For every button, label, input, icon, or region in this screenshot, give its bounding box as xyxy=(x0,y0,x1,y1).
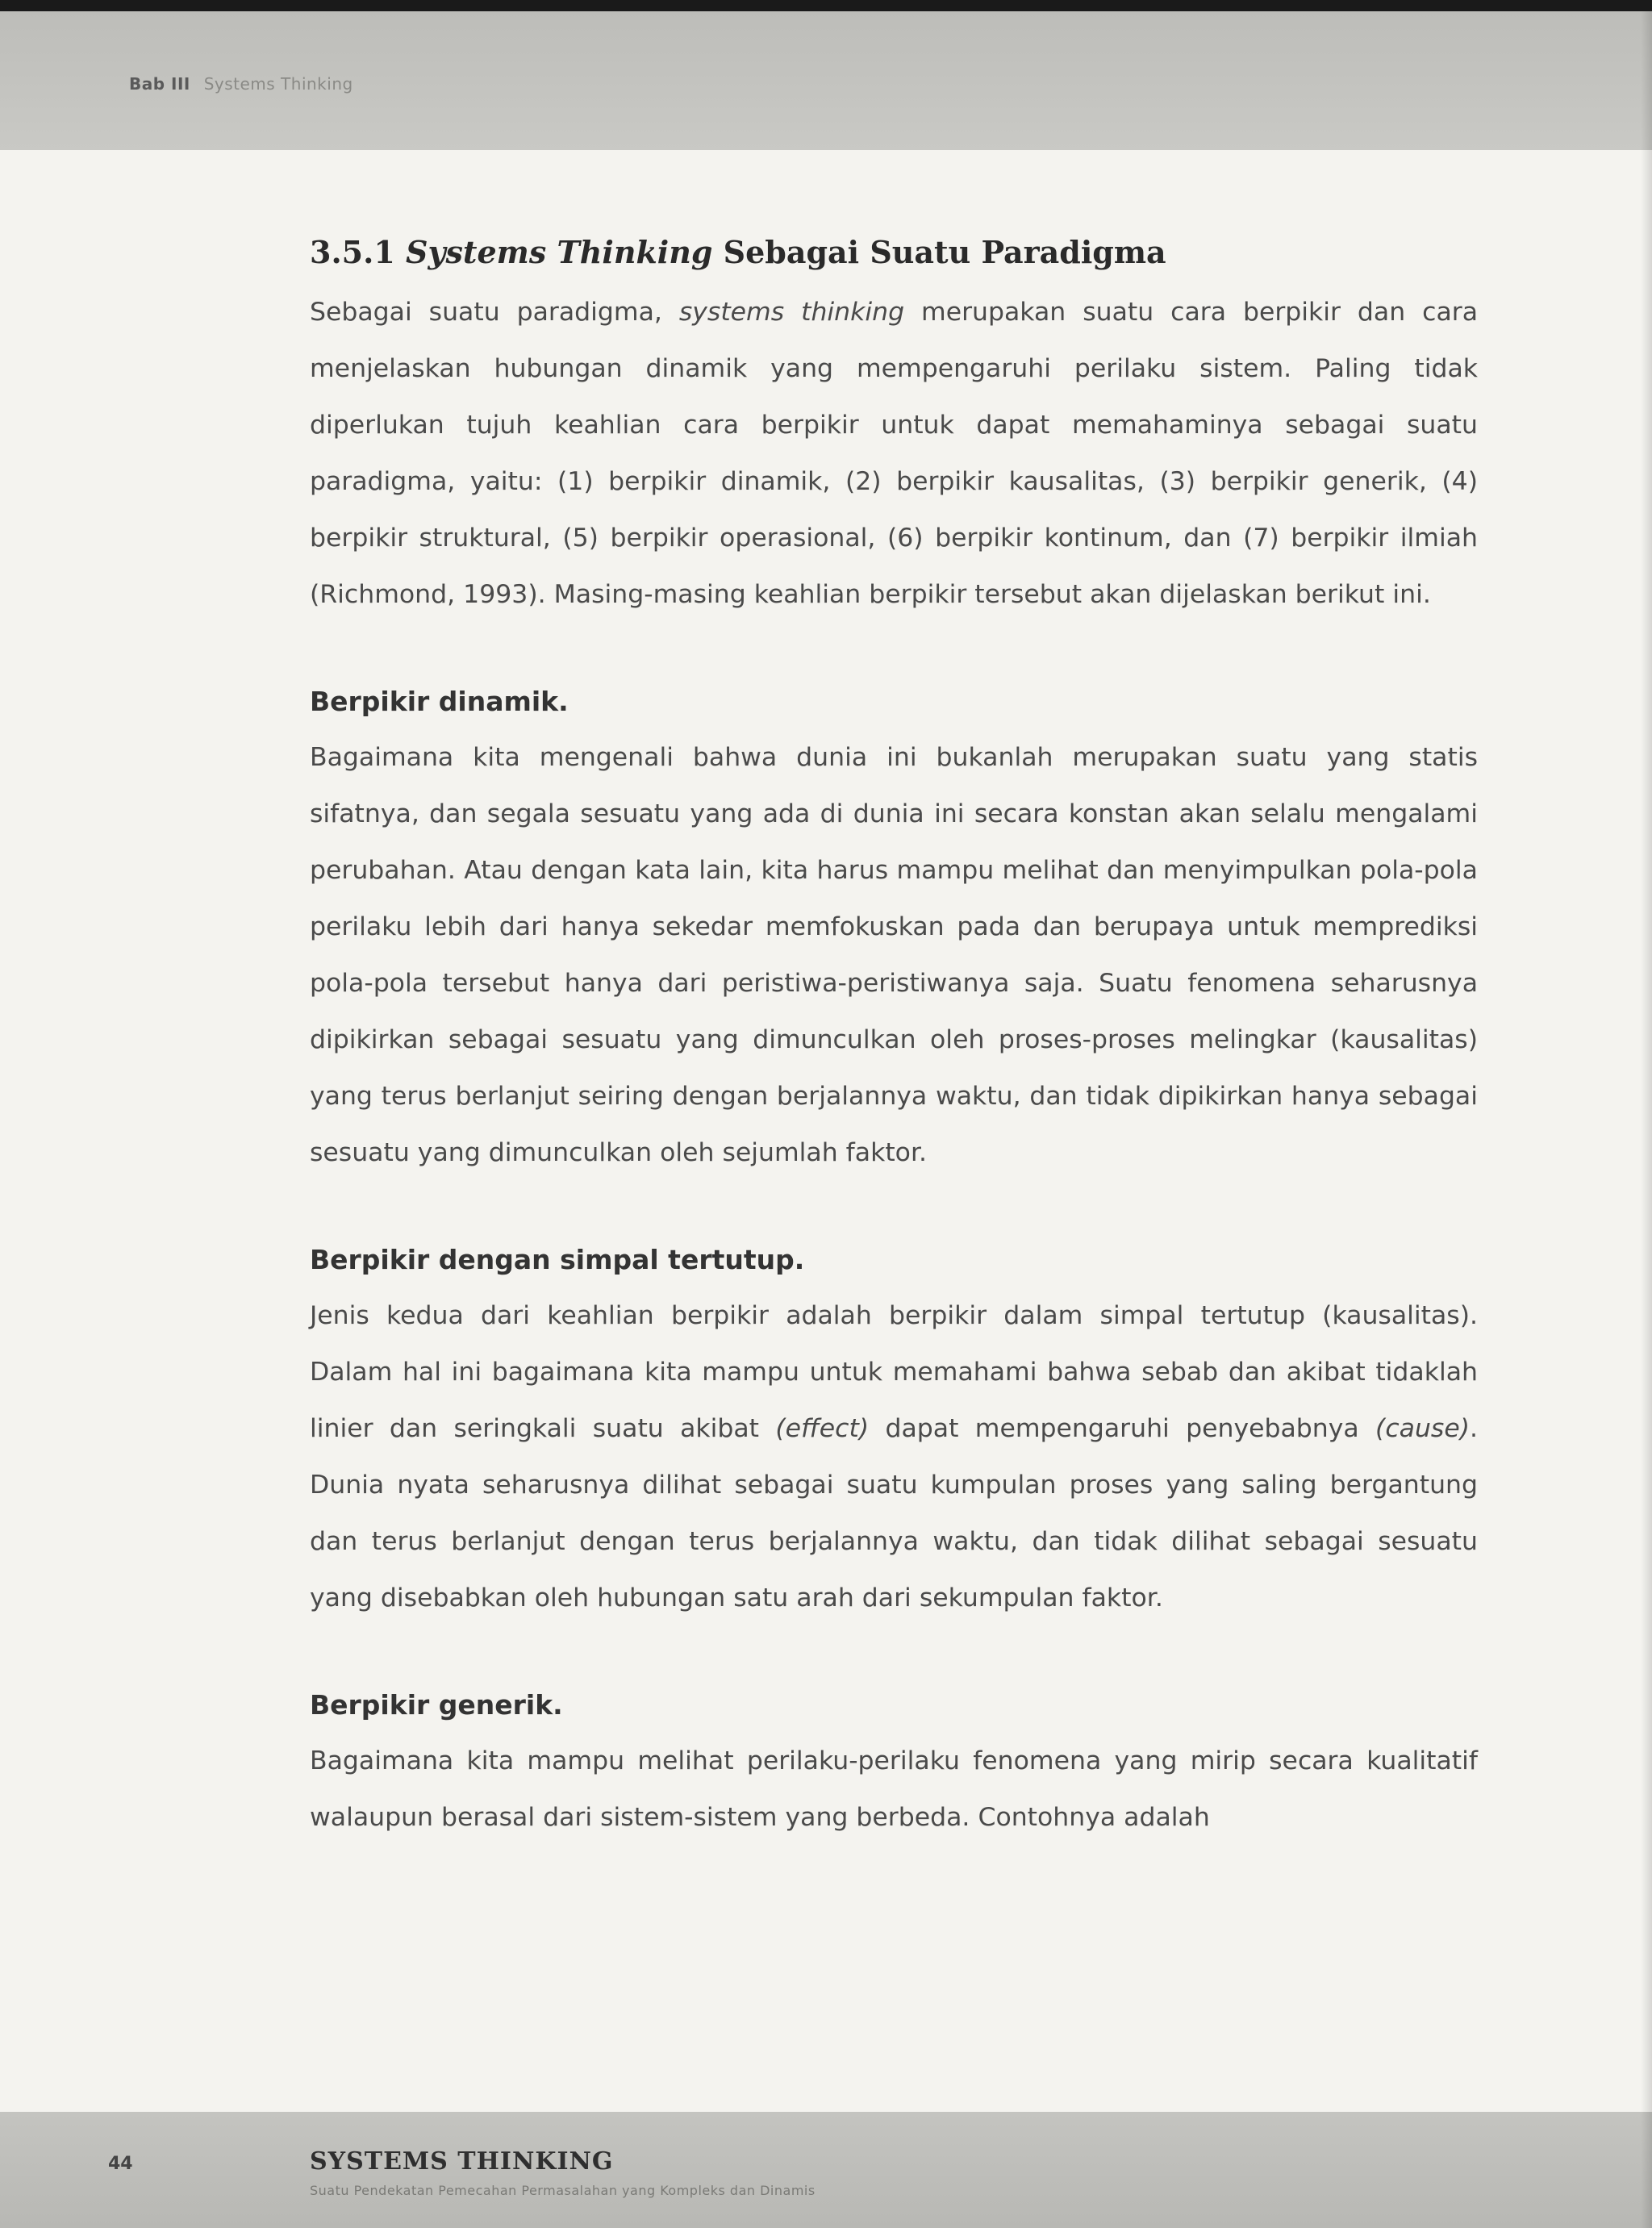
subheading-generic: Berpikir generik. xyxy=(310,1688,563,1721)
scan-edge-shadow xyxy=(1641,11,1652,2228)
closed-loop-text-3: . Dunia nyata seharusnya dilihat sebagai suatu kumpulan proses yang saling bergantung dan terus berlanjut dengan terus berjalannya waktu, dan tidak dilihat sebagai sesuatu yang disebabkan oleh hubungan satu arah dari sekumpulan faktor. xyxy=(310,1413,1479,1613)
section-title-italic: Systems Thinking xyxy=(406,234,713,270)
intro-paragraph xyxy=(310,284,1478,623)
section-title xyxy=(310,234,1478,271)
closed-loop-text-1: Jenis kedua dari keahlian berpikir adalah berpikir dalam simpal tertutup (kausalitas). Dalam hal ini bagaimana kita mampu untuk memahami bahwa sebab dan akibat tidaklah linier dan seringkali suatu akibat xyxy=(310,1300,1478,1443)
intro-emphasis: systems thinking xyxy=(678,297,905,327)
chapter-topic: Systems Thinking xyxy=(203,74,353,94)
section-number: 3.5.1 xyxy=(310,234,395,270)
book-title: SYSTEMS THINKING xyxy=(310,2147,614,2176)
intro-text-2: merupakan suatu cara berpikir dan cara menjelaskan hubungan dinamik yang mempengaruhi perilaku sistem. Paling tidak diperlukan tujuh keahlian cara berpikir untuk dapat memahaminya sebagai suatu paradigma, yaitu: (1) berpikir dinamik, (2) berpikir kausalitas, (3) berpikir generik, (4) berpikir struktural, (5) berpikir operasional, (6) berpikir kontinum, dan (7) berpikir ilmiah (Richmond, 1993). Masing-masing keahlian berpikir tersebut akan dijelaskan berikut ini. xyxy=(310,297,1479,609)
main-content xyxy=(310,234,1478,1846)
subheading-dynamic: Berpikir dinamik. xyxy=(310,685,569,717)
paragraph-closed-loop xyxy=(310,1287,1478,1626)
effect-term: (effect) xyxy=(775,1413,870,1443)
paragraph-dynamic: Bagaimana kita mengenali bahwa dunia ini bukanlah merupakan suatu yang statis sifatnya, dan segala sesuatu yang ada di dunia ini secara konstan akan selalu mengalami perubahan. Atau dengan kata lain, kita harus mampu melihat dan menyimpulkan pola-pola perilaku lebih dari hanya sekedar memfokuskan pada dan berupaya untuk memprediksi pola-pola tersebut hanya dari peristiwa-peristiwanya saja. Suatu fenomena seharusnya dipikirkan sebagai sesuatu yang dimunculkan oleh proses-proses melingkar (kausalitas) yang terus berlanjut seiring dengan berjalannya waktu, dan tidak dipikirkan hanya sebagai sesuatu yang dimunculkan oleh sejumlah faktor. xyxy=(310,742,1478,1167)
chapter-label: Bab III xyxy=(129,74,190,94)
paragraph-generic: Bagaimana kita mampu melihat perilaku-perilaku fenomena yang mirip secara kualitatif walaupun berasal dari sistem-sistem yang berbeda. Contohnya adalah xyxy=(310,1746,1478,1832)
page-number: 44 xyxy=(108,2154,133,2174)
section-title-rest: Sebagai Suatu Paradigma xyxy=(723,234,1166,270)
footer-band xyxy=(0,2112,1652,2228)
book-subtitle: Suatu Pendekatan Pemecahan Permasalahan yang Kompleks dan Dinamis xyxy=(310,2183,816,2198)
scan-top-edge xyxy=(0,0,1652,11)
intro-text-1: Sebagai suatu paradigma, xyxy=(310,297,662,327)
subheading-closed-loop: Berpikir dengan simpal tertutup. xyxy=(310,1243,805,1275)
cause-term: (cause) xyxy=(1375,1413,1470,1443)
running-head xyxy=(129,74,353,94)
closed-loop-text-2: dapat mempengaruhi penyebabnya xyxy=(885,1413,1359,1443)
